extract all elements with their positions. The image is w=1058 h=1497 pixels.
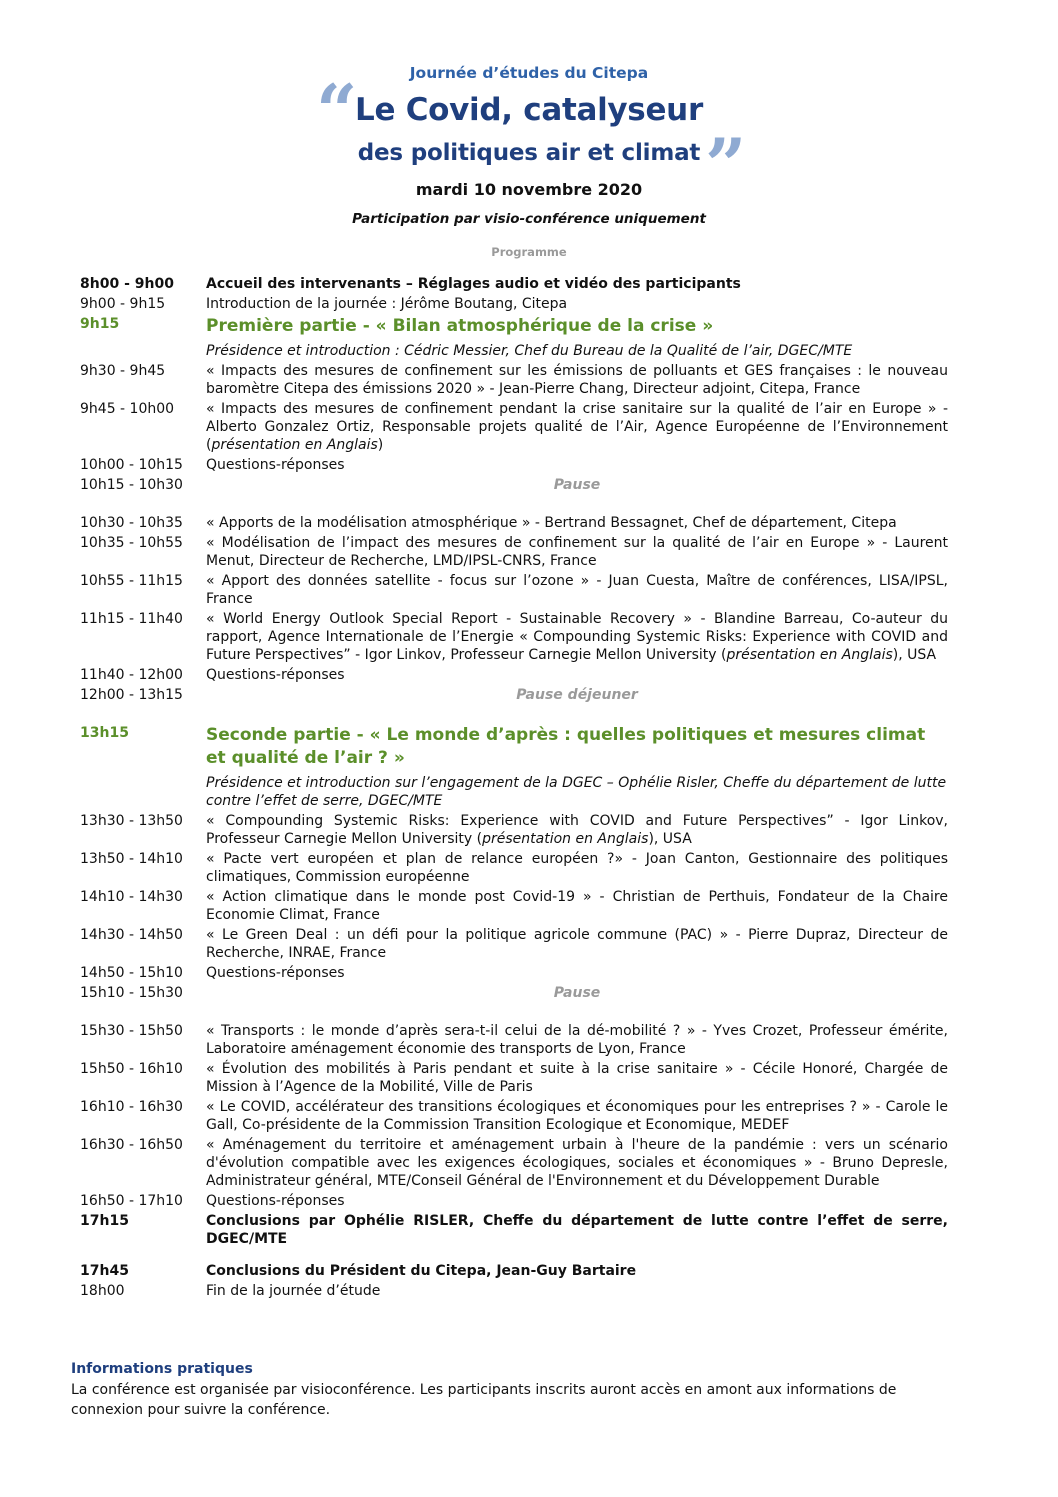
row-text: « Pacte vert européen et plan de relance européen ?» - Joan Canton, Gestionnaire des politiques climatiques, Commission européenne — [206, 851, 948, 885]
row-time: 10h15 - 10h30 — [80, 477, 183, 493]
schedule-row — [80, 1192, 948, 1210]
language-note: présentation en Anglais — [482, 831, 649, 847]
schedule-row — [80, 666, 948, 684]
row-time: 15h10 - 15h30 — [80, 985, 183, 1001]
row-time: 11h15 - 11h40 — [80, 611, 183, 627]
row-text-part: « Compounding Systemic Risks: Experience with COVID and Future Perspectives” - Igor Linkov, Professeur Carnegie Mellon University ( — [206, 813, 948, 847]
language-note: présentation en Anglais — [211, 437, 378, 453]
row-text: « Aménagement du territoire et aménagement urbain à l'heure de la pandémie : vers un scénario d'évolution compatible avec les exigences écologiques, sociales et économiques » - Bruno Depresle, Administrateur général, MTE/Conseil Général de l'Environnement et du Développement Durable — [206, 1137, 948, 1189]
schedule-row — [80, 362, 948, 398]
row-time: 11h40 - 12h00 — [80, 667, 183, 683]
row-text: « Évolution des mobilités à Paris pendant et suite à la crise sanitaire » - Cécile Honoré, Chargée de Mission à l’Agence de la Mobilité, Ville de Paris — [206, 1061, 948, 1095]
row-text: Accueil des intervenants – Réglages audio et vidéo des participants — [206, 276, 741, 292]
row-time: 15h50 - 16h10 — [80, 1061, 183, 1077]
schedule-row — [80, 275, 948, 293]
row-text: « Le COVID, accélérateur des transitions écologiques et économiques pour les entreprises ? » - Carole le Gall, Co-présidente de la Commission Transition Ecologique et Economique, MEDEF — [206, 1099, 948, 1133]
section-time: 9h15 — [80, 316, 120, 332]
row-time: 9h00 - 9h15 — [80, 296, 166, 312]
row-text: « Le Green Deal : un défi pour la politique agricole commune (PAC) » - Pierre Dupraz, Directeur de Recherche, INRAE, France — [206, 927, 948, 961]
schedule — [80, 275, 948, 1302]
row-text: « Modélisation de l’impact des mesures de confinement sur la qualité de l’air en Europe » - Laurent Menut, Directeur de Recherche, LMD/IPSL-CNRS, France — [206, 535, 948, 569]
schedule-row — [80, 456, 948, 474]
schedule-row — [80, 1212, 948, 1248]
pause-row — [80, 476, 948, 496]
row-time — [80, 774, 206, 810]
schedule-row — [80, 610, 948, 664]
pause-label: Pause — [553, 985, 601, 1001]
pause-row — [80, 686, 948, 706]
row-text: « Apport des données satellite - focus sur l’ozone » - Juan Cuesta, Maître de conférences, LISA/IPSL, France — [206, 573, 948, 607]
participation-note: Participation par visio-conférence uniquement — [352, 211, 706, 227]
row-time: 14h10 - 14h30 — [80, 889, 183, 905]
row-text — [206, 812, 948, 848]
schedule-row — [80, 295, 948, 313]
schedule-row — [80, 1136, 948, 1190]
row-text-part: « World Energy Outlook Special Report - Sustainable Recovery » - Blandine Barreau, Co-auteur du rapport, Agence Internationale de l’Energie « Compounding Systemic Risks: Experience with COVID and Future Perspectives” - Igor Linkov, Professeur Carnegie Mellon University ( — [206, 611, 948, 663]
event-title-line2: des politiques air et climat — [357, 140, 701, 166]
pause-label: Pause — [553, 477, 601, 493]
row-time: 9h30 - 9h45 — [80, 363, 166, 379]
chair-text: Présidence et introduction : Cédric Messier, Chef du Bureau de la Qualité de l’air, DGEC/MTE — [206, 343, 853, 359]
row-text-part: ) — [377, 437, 384, 453]
pause-label: Pause déjeuner — [516, 687, 638, 703]
section-title: Première partie - « Bilan atmosphérique de la crise » — [206, 316, 714, 336]
schedule-row — [80, 1098, 948, 1134]
row-text: « Impacts des mesures de confinement sur les émissions de polluants et GES françaises : le nouveau baromètre Citepa des émissions 2020 » - Jean-Pierre Chang, Directeur adjoint, Citepa, France — [206, 363, 948, 397]
event-kicker: Journée d’études du Citepa — [409, 64, 649, 82]
row-text-part: « Impacts des mesures de confinement pendant la crise sanitaire sur la qualité de l’air en Europe » - Alberto Gonzalez Ortiz, Responsable projets qualité de l’Air, Agence Européenne de l’Environnement ( — [206, 401, 948, 453]
section-heading-row — [80, 724, 948, 770]
row-time: 12h00 - 13h15 — [80, 687, 183, 703]
programme-label: Programme — [491, 245, 567, 259]
event-title-line1: Le Covid, catalyseur — [355, 92, 703, 128]
row-time: 15h30 - 15h50 — [80, 1023, 183, 1039]
row-text: Questions-réponses — [206, 667, 345, 683]
row-text: « Action climatique dans le monde post Covid-19 » - Christian de Perthuis, Fondateur de la Chaire Economie Climat, France — [206, 889, 948, 923]
row-time: 10h00 - 10h15 — [80, 457, 183, 473]
row-text: Questions-réponses — [206, 1193, 345, 1209]
schedule-row — [80, 572, 948, 608]
row-text: Questions-réponses — [206, 457, 345, 473]
row-text: « Apports de la modélisation atmosphérique » - Bertrand Bessagnet, Chef de département, Citepa — [206, 515, 897, 531]
row-text-part: ), USA — [892, 647, 937, 663]
chair-row — [80, 774, 948, 810]
schedule-row — [80, 850, 948, 886]
schedule-row — [80, 926, 948, 962]
section-title: Seconde partie - « Le monde d’après : quelles politiques et mesures climat et qualité de l’air ? » — [206, 725, 926, 768]
schedule-row — [80, 888, 948, 924]
schedule-row — [80, 1022, 948, 1058]
row-time: 14h30 - 14h50 — [80, 927, 183, 943]
schedule-row — [80, 1262, 948, 1280]
row-text: Conclusions du Président du Citepa, Jean-Guy Bartaire — [206, 1263, 637, 1279]
section-time: 13h15 — [80, 725, 129, 741]
row-text-part: ), USA — [648, 831, 692, 847]
open-quote-mark: “ — [316, 68, 358, 153]
row-time: 10h35 - 10h55 — [80, 535, 183, 551]
schedule-row — [80, 1060, 948, 1096]
section-heading-row — [80, 315, 948, 338]
schedule-row — [80, 812, 948, 848]
row-text — [206, 400, 948, 454]
row-time: 17h45 — [80, 1263, 129, 1279]
row-time: 10h30 - 10h35 — [80, 515, 183, 531]
schedule-row — [80, 400, 948, 454]
info-title: Informations pratiques — [71, 1361, 253, 1377]
row-time: 10h55 - 11h15 — [80, 573, 183, 589]
row-time: 13h50 - 14h10 — [80, 851, 183, 867]
info-text: La conférence est organisée par visioconférence. Les participants inscrits auront accès en amont aux informations de connexion pour suivre la conférence. — [71, 1382, 897, 1418]
row-time: 8h00 - 9h00 — [80, 276, 174, 292]
pause-row — [80, 984, 948, 1004]
row-text: Fin de la journée d’étude — [206, 1283, 381, 1299]
schedule-row — [80, 1282, 948, 1300]
language-note: présentation en Anglais — [726, 647, 893, 663]
event-date: mardi 10 novembre 2020 — [415, 180, 643, 199]
row-time: 16h30 - 16h50 — [80, 1137, 183, 1153]
schedule-row — [80, 964, 948, 982]
row-text — [206, 610, 948, 664]
row-time: 9h45 - 10h00 — [80, 401, 175, 417]
row-time: 14h50 - 15h10 — [80, 965, 183, 981]
row-time: 18h00 — [80, 1283, 125, 1299]
row-time — [80, 342, 206, 360]
schedule-row — [80, 534, 948, 570]
row-text: Conclusions par Ophélie RISLER, Cheffe du département de lutte contre l’effet de serre, DGEC/MTE — [206, 1213, 948, 1247]
chair-row — [80, 342, 948, 360]
row-text: Questions-réponses — [206, 965, 345, 981]
close-quote-mark: ” — [705, 122, 747, 207]
row-time: 13h30 - 13h50 — [80, 813, 183, 829]
schedule-row — [80, 514, 948, 532]
row-time: 17h15 — [80, 1213, 129, 1229]
row-text: Introduction de la journée : Jérôme Boutang, Citepa — [206, 296, 568, 312]
chair-text: Présidence et introduction sur l’engagement de la DGEC – Ophélie Risler, Cheffe du département de lutte contre l’effet de serre, DGEC/MTE — [206, 775, 947, 809]
row-time: 16h50 - 17h10 — [80, 1193, 183, 1209]
row-text: « Transports : le monde d’après sera-t-il celui de la dé-mobilité ? » - Yves Crozet, Professeur émérite, Laboratoire aménagement économie des transports de Lyon, France — [206, 1023, 948, 1057]
row-time: 16h10 - 16h30 — [80, 1099, 183, 1115]
